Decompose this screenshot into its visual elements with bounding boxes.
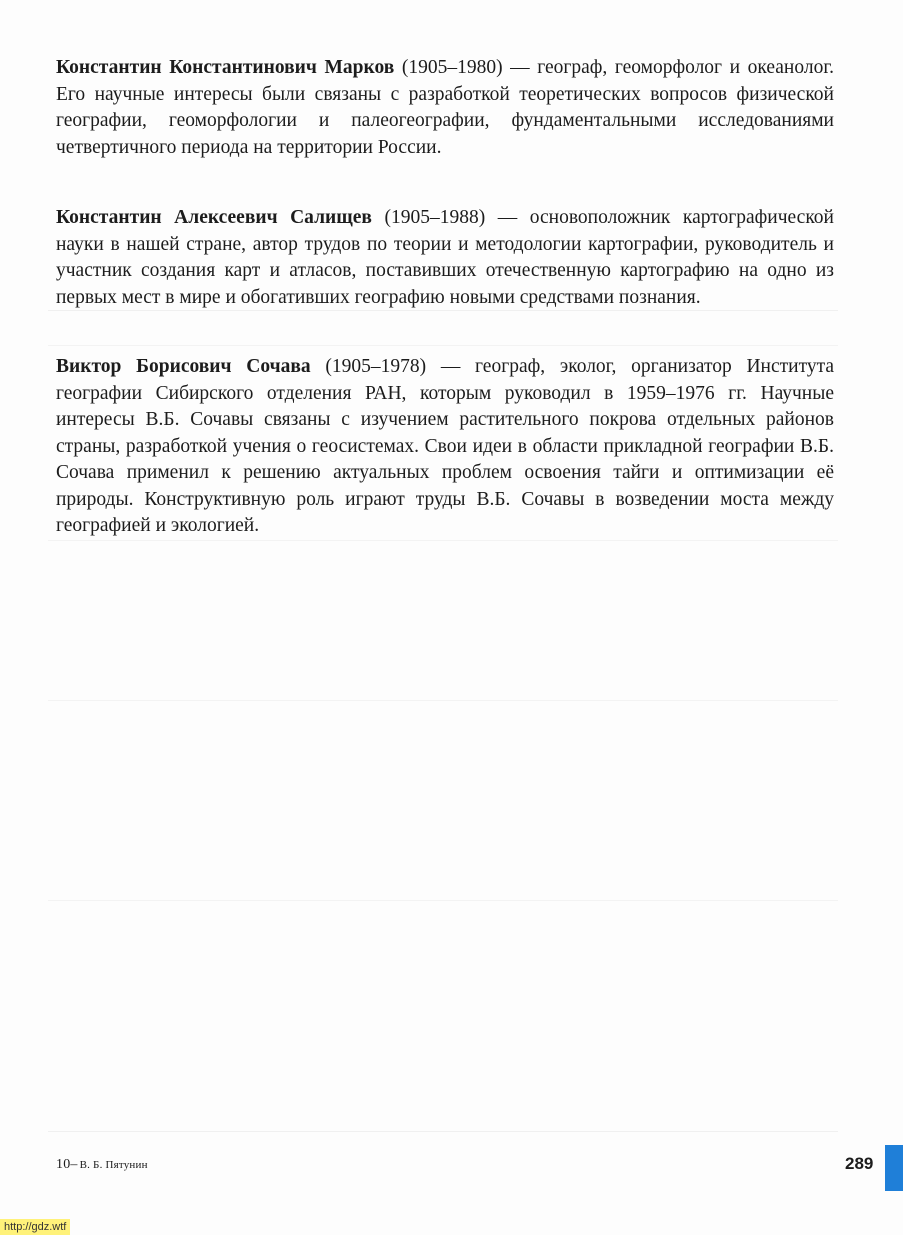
person-name: Константин Константинович Марков [56, 57, 395, 78]
biography-paragraph [56, 354, 834, 540]
biography-text: (1905–1988) — основоположник картографической науки в нашей стране, автор трудов по теории и методологии картографии, руководитель и участник создания карт и атласов, поставивших отечественную картографию на одно из первых мест в мире и обогативших географию новыми средствами познания. [56, 207, 834, 308]
bleed-through-line [48, 540, 838, 541]
bleed-through-line [48, 345, 838, 346]
printer-signature [56, 1157, 148, 1173]
watermark-link[interactable]: http://gdz.wtf [0, 1219, 70, 1235]
page-edge-tab [885, 1145, 903, 1191]
signature-number: 10– [56, 1157, 78, 1172]
biography-paragraph [56, 55, 834, 161]
bleed-through-line [48, 700, 838, 701]
page-number: 289 [845, 1154, 874, 1173]
biography-text: (1905–1978) — географ, эколог, организатор Института географии Сибирского отделения РАН, которым руководил в 1959–1976 гг. Научные интересы В.Б. Сочавы связаны с изучением растительного покрова отдельных районов страны, разработкой учения о геосистемах. Свои идеи в области прикладной географии В.Б. Сочава применил к решению актуальных проблем освоения тайги и оптимизации её природы. Конструктивную роль играют труды В.Б. Сочавы в возведении моста между географией и экологией. [56, 356, 835, 536]
bleed-through-line [48, 900, 838, 901]
signature-author: В. Б. Пятунин [79, 1159, 148, 1171]
person-name: Константин Алексеевич Салищев [56, 207, 372, 228]
biography-paragraph [56, 205, 834, 311]
person-name: Виктор Борисович Сочава [56, 356, 311, 377]
biography-text: (1905–1980) — географ, геоморфолог и океанолог. Его научные интересы были связаны с разработкой теоретических вопросов физической географии, геоморфологии и палеогеографии, фундаментальными исследованиями четвертичного периода на территории России. [56, 57, 834, 158]
